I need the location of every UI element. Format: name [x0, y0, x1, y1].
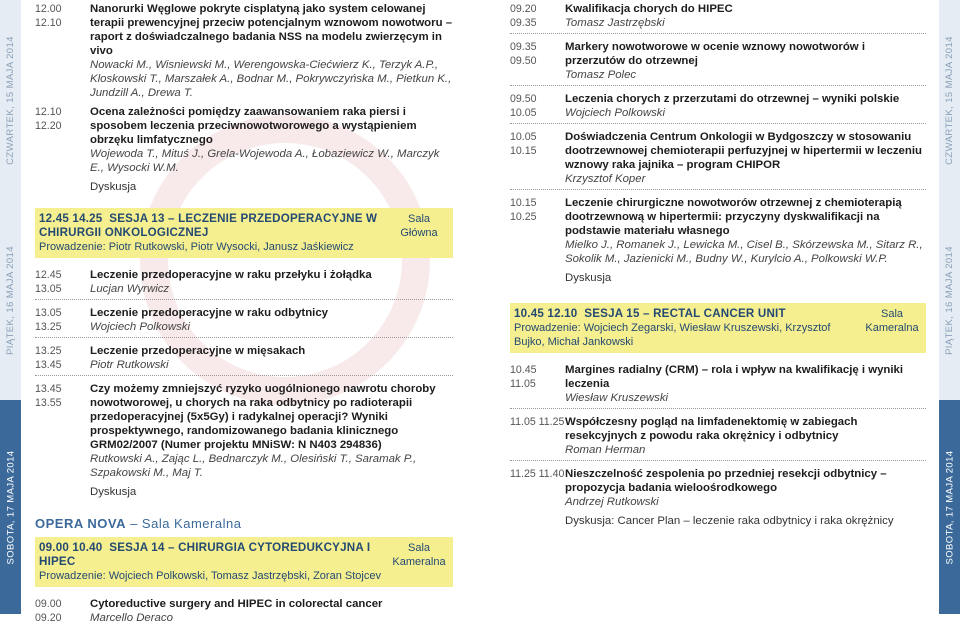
- item-authors: Andrzej Rutkowski: [565, 496, 659, 508]
- item-time: 12.45 13.05: [35, 269, 62, 295]
- day-tab-friday-left: PIĄTEK, 16 MAJA 2014: [0, 200, 21, 400]
- program-item: [35, 2, 453, 100]
- session-room: Sala Główna: [400, 213, 438, 239]
- item-authors: Lucjan Wyrwicz: [90, 283, 170, 295]
- item-title: Leczenie przedoperacyjne w mięsakach: [90, 345, 306, 357]
- item-authors: Piotr Rutkowski: [90, 359, 169, 371]
- program-item: [510, 40, 926, 86]
- day-tab-saturday-right: SOBOTA, 17 MAJA 2014: [939, 400, 960, 614]
- item-authors: Wojewoda T., Mituś J., Grela-Wojewoda A., Łobaziewicz W., Marczyk E., Wysocki W.M.: [90, 148, 440, 174]
- program-item: [510, 363, 926, 409]
- day-tab-thursday-left: CZWARTEK, 15 MAJA 2014: [0, 0, 21, 200]
- item-authors: Wiesław Kruszewski: [565, 392, 669, 404]
- venue-heading: [35, 517, 453, 531]
- item-time: 13.05 13.25: [35, 307, 62, 333]
- session-chair: Prowadzenie: Piotr Rutkowski, Piotr Wysocki, Janusz Jaśkiewicz: [39, 241, 354, 253]
- session-title: SESJA 15 – RECTAL CANCER UNIT: [584, 307, 786, 320]
- day-tab-saturday-left: SOBOTA, 17 MAJA 2014: [0, 400, 21, 614]
- session-title: SESJA 13 – LECZENIE PRZEDOPERACYJNE W CHIRURGII ONKOLOGICZNEJ: [39, 212, 378, 239]
- item-authors: Rutkowski A., Zając L., Bednarczyk M., Olesiński T., Saramak P., Szpakowski M., Maj T.: [90, 453, 417, 479]
- item-title: Ocena zależności pomiędzy zaawansowaniem raka piersi i sposobem leczenia przeciwnowotworowego a wystąpieniem obrzęku limfatycznego: [90, 106, 417, 146]
- item-title: Doświadczenia Centrum Onkologii w Bydgoszczy w stosowaniu dootrzewnowej chemioterapii perfuzyjnej w hipertermii w leczeniu wznowy raka jajnika – program CHIPOR: [565, 131, 922, 171]
- session-time: 09.00 10.40: [39, 541, 103, 554]
- item-time: 10.45 11.05: [510, 364, 537, 390]
- session-15-header: [510, 303, 926, 353]
- item-authors: Tomasz Polec: [565, 69, 637, 81]
- program-item: [510, 415, 926, 461]
- item-time: 09.35 09.50: [510, 41, 537, 67]
- day-tab-friday-right: PIĄTEK, 16 MAJA 2014: [939, 200, 960, 400]
- program-item: [510, 2, 926, 34]
- program-item: [35, 382, 453, 480]
- program-item: [35, 597, 453, 625]
- item-title: Leczenie chirurgiczne nowotworów otrzewnej z chemioterapią dootrzewnową w hipertermii: przyczyny dyskwalifikacji na podstawie materiału własnego: [565, 197, 902, 237]
- program-item: [35, 105, 453, 175]
- item-authors: Krzysztof Koper: [565, 173, 646, 185]
- program-item: [510, 196, 926, 266]
- item-title: Współczesny pogląd na limfadenektomię w zabiegach resekcyjnych z powodu raka okrężnicy i odbytnicy: [565, 416, 858, 442]
- program-item: [35, 344, 453, 376]
- item-time: 10.15 10.25: [510, 197, 537, 223]
- item-title: Kwalifikacja chorych do HIPEC: [565, 3, 733, 15]
- program-item: [35, 306, 453, 338]
- item-authors: Roman Herman: [565, 444, 646, 456]
- item-title: Cytoreductive surgery and HIPEC in colorectal cancer: [90, 598, 383, 610]
- item-title: Margines radialny (CRM) – rola i wpływ na kwalifikację i wyniki leczenia: [565, 364, 904, 390]
- item-time: 09.50 10.05: [510, 93, 537, 119]
- session-14-header: [35, 537, 453, 587]
- item-title: Markery nowotworowe w ocenie wznowy nowotworów i przerzutów do otrzewnej: [565, 41, 865, 67]
- item-title: Leczenia chorych z przerzutami do otrzewnej – wyniki polskie: [565, 93, 900, 105]
- session-chair: Prowadzenie: Wojciech Polkowski, Tomasz Jastrzębski, Zoran Stojcev: [39, 570, 381, 582]
- item-title: Czy możemy zmniejszyć ryzyko uogólnionego nawrotu choroby nowotworowej, u chorych na raka odbytnicy po radioterapii przedoperacyjnej (5x5Gy) i radykalnej operacji? Wyniki prospektywnego, randomizowanego badania klinicznego GRM02/2007 (Numer projektu MNiSW: N N403 294836): [90, 383, 436, 451]
- item-time: 09.00 09.20: [35, 598, 62, 624]
- session-room: Sala Kameralna: [392, 542, 446, 568]
- session-time: 10.45 12.10: [514, 307, 578, 320]
- right-column: [510, 2, 926, 536]
- discussion-label: Dyskusja: [565, 272, 612, 284]
- item-time: 11.25 11.40: [510, 468, 565, 480]
- program-item: [510, 130, 926, 190]
- item-authors: Wojciech Polkowski: [90, 321, 191, 333]
- item-authors: Tomasz Jastrzębski: [565, 17, 665, 29]
- left-column: [35, 2, 453, 630]
- program-item: [35, 268, 453, 300]
- item-title: Nanorurki Węglowe pokryte cisplatyną jako system celowanej terapii prewencyjnej przeciw potencjalnym wznowom nowotworu – raport z doświadczalnego badania NSS na modelu zwierzęcym in vivo: [90, 3, 453, 57]
- session-chair: Prowadzenie: Wojciech Zegarski, Wiesław Kruszewski, Krzysztof Bujko, Michał Jankowski: [514, 322, 831, 348]
- item-time: 09.20 09.35: [510, 3, 537, 29]
- discussion-label: Dyskusja: Cancer Plan – leczenie raka odbytnicy i raka okrężnicy: [565, 515, 894, 527]
- item-authors: Nowacki M., Wisniewski M., Werengowska-Ciećwierz K., Terzyk A.P., Kloskowski T., Marszałek A., Bodnar M., Pokrywczyńska M., Pietkun K., Jundzill A., Drewa T.: [90, 59, 452, 99]
- discussion-label: Dyskusja: [90, 181, 137, 193]
- item-authors: Mielko J., Romanek J., Lewicka M., Cisel B., Skórzewska M., Sitarz R., Sokolik M., Jazienicki M., Budny W., Kurylcio A., Polkowski W.P.: [565, 239, 923, 265]
- venue-name: OPERA NOVA: [35, 516, 126, 531]
- item-time: 12.10 12.20: [35, 106, 62, 132]
- item-authors: Wojciech Polkowski: [565, 107, 666, 119]
- day-tab-thursday-right: CZWARTEK, 15 MAJA 2014: [939, 0, 960, 200]
- session-13-header: [35, 208, 453, 258]
- venue-room: – Sala Kameralna: [125, 516, 242, 531]
- item-time: 12.00 12.10: [35, 3, 62, 29]
- item-time: 11.05 11.25: [510, 416, 565, 428]
- item-authors: Marcello Deraco: [90, 612, 173, 624]
- session-time: 12.45 14.25: [39, 212, 103, 225]
- program-item: [510, 92, 926, 124]
- item-title: Leczenie przedoperacyjne w raku odbytnicy: [90, 307, 329, 319]
- program-item: [510, 467, 926, 509]
- session-room: Sala Kameralna: [865, 308, 919, 334]
- item-title: Leczenie przedoperacyjne w raku przełyku i żołądka: [90, 269, 372, 281]
- session-title: SESJA 14 – CHIRURGIA CYTOREDUKCYJNA I HIPEC: [39, 541, 371, 568]
- item-time: 13.45 13.55: [35, 383, 62, 409]
- item-title: Nieszczelność zespolenia po przedniej resekcji odbytnicy – propozycja badania wieloośrodkowego: [565, 468, 887, 494]
- item-time: 13.25 13.45: [35, 345, 62, 371]
- discussion-label: Dyskusja: [90, 486, 137, 498]
- item-time: 10.05 10.15: [510, 131, 537, 157]
